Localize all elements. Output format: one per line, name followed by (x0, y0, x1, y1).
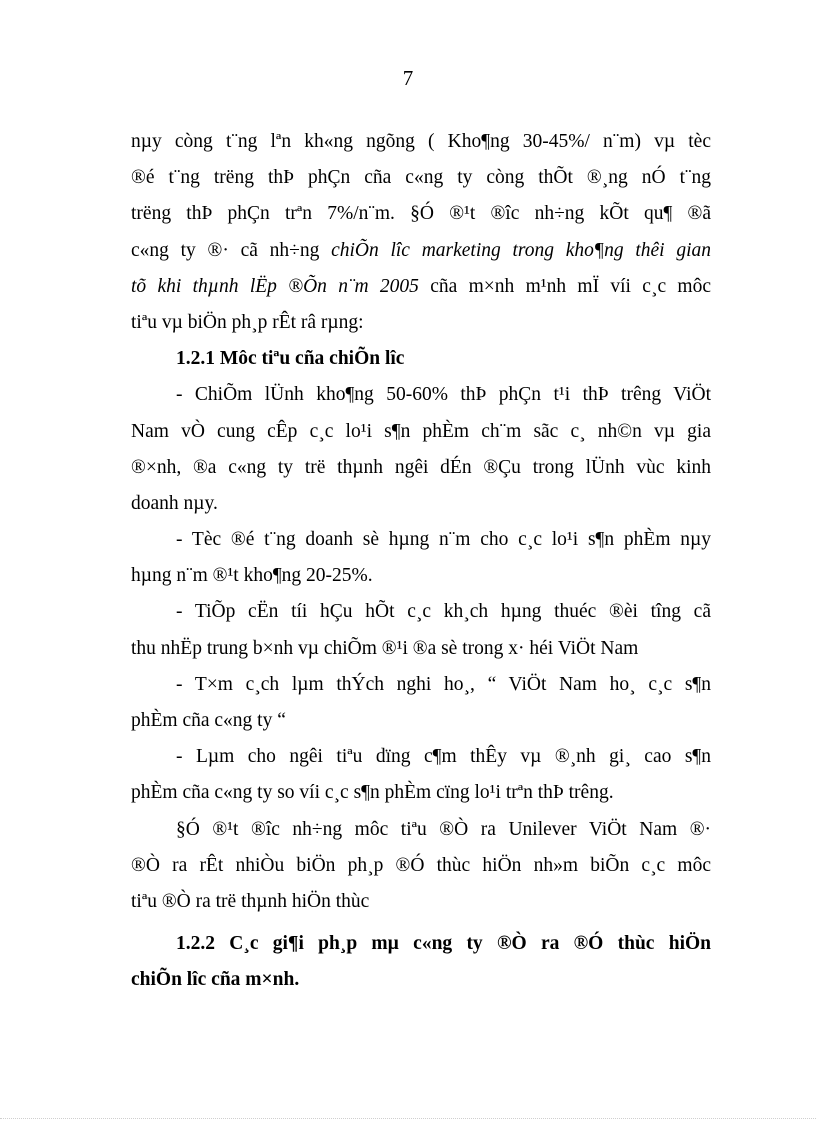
paragraph-line: §Ó ®¹t ®îc nh÷ng môc tiªu ®Ò ra Unilever ViÖt Nam ®· (176, 818, 711, 840)
paragraph-line: ®Ò ra rÊt nhiÒu biÖn ph¸p ®Ó thùc hiÖn nh»m biÕn c¸c môc (131, 854, 711, 876)
paragraph-line: tiªu vµ biÖn ph¸p rÊt râ rµng: (131, 311, 364, 333)
document-body (131, 124, 711, 999)
paragraph-line: tiªu ®Ò ra trë thµnh hiÖn thùc (131, 890, 370, 912)
paragraph-line: phÈm cña c«ng ty “ (131, 710, 286, 731)
bullet-line: - T×m c¸ch lµm thÝch nghi ho¸, “ ViÖt Nam ho¸ c¸c s¶n (176, 673, 711, 695)
paragraph-line: hµng n¨m ®¹t kho¶ng 20-25%. (131, 565, 373, 587)
section-heading-1-2-1: 1.2.1 Môc tiªu cña chiÕn lîc (176, 348, 405, 370)
paragraph-line: ®×nh, ®a c«ng ty trë thµnh ngêi dÉn ®Çu trong lÜnh vùc kinh (131, 456, 711, 478)
paragraph-line: phÈm cña c«ng ty so víi c¸c s¶n phÈm cïng lo¹i trªn thÞ trêng. (131, 782, 614, 804)
paragraph-line (131, 233, 711, 269)
line-segment: cña m×nh m¹nh mÏ víi c¸c môc (430, 275, 711, 297)
page-number: 7 (402, 66, 414, 90)
italic-segment: tõ khi thµnh lËp ®Õn n¨m 2005 (131, 275, 431, 297)
paragraph-line: doanh nµy. (131, 492, 218, 514)
bullet-line: - TiÕp cËn tíi hÇu hÕt c¸c kh¸ch hµng thuéc ®èi tîng cã (176, 601, 711, 623)
section-heading-1-2-2-cont: chiÕn lîc cña m×nh. (131, 969, 300, 991)
paragraph-line (131, 269, 711, 305)
paragraph-line: trëng thÞ phÇn trªn 7%/n¨m. §Ó ®¹t ®îc nh÷ng kÕt qu¶ ®ã (131, 203, 711, 225)
bullet-line: - Tèc ®é t¨ng doanh sè hµng n¨m cho c¸c lo¹i s¶n phÈm nµy (176, 529, 711, 551)
italic-segment: chiÕn lîc marketing trong kho¶ng thêi gian (331, 239, 711, 261)
section-heading-1-2-2: 1.2.2 C¸c gi¶i ph¸p mµ c«ng ty ®Ò ra ®Ó thùc hiÖn (176, 933, 711, 955)
paragraph-line: nµy còng t¨ng lªn kh«ng ngõng ( Kho¶ng 30-45%/ n¨m) vµ tèc (131, 131, 711, 152)
paragraph-line: Nam vÒ cung cÊp c¸c lo¹i s¶n phÈm ch¨m sãc c¸ nh©n vµ gia (131, 420, 711, 442)
paragraph-line: ®é t¨ng trëng thÞ phÇn cña c«ng ty còng thÕt ®¸ng nÓ t¨ng (131, 167, 711, 189)
bullet-line: - ChiÕm lÜnh kho¶ng 50-60% thÞ phÇn t¹i thÞ trêng ViÖt (176, 384, 711, 406)
page-edge-divider (0, 1118, 816, 1119)
bullet-line: - Lµm cho ngêi tiªu dïng c¶m thÊy vµ ®¸nh gi¸ cao s¶n (176, 746, 711, 768)
paragraph-line: thu nhËp trung b×nh vµ chiÕm ®¹i ®a sè trong x· héi ViÖt Nam (131, 637, 639, 659)
line-segment: c«ng ty ®· cã nh÷ng (131, 239, 332, 261)
